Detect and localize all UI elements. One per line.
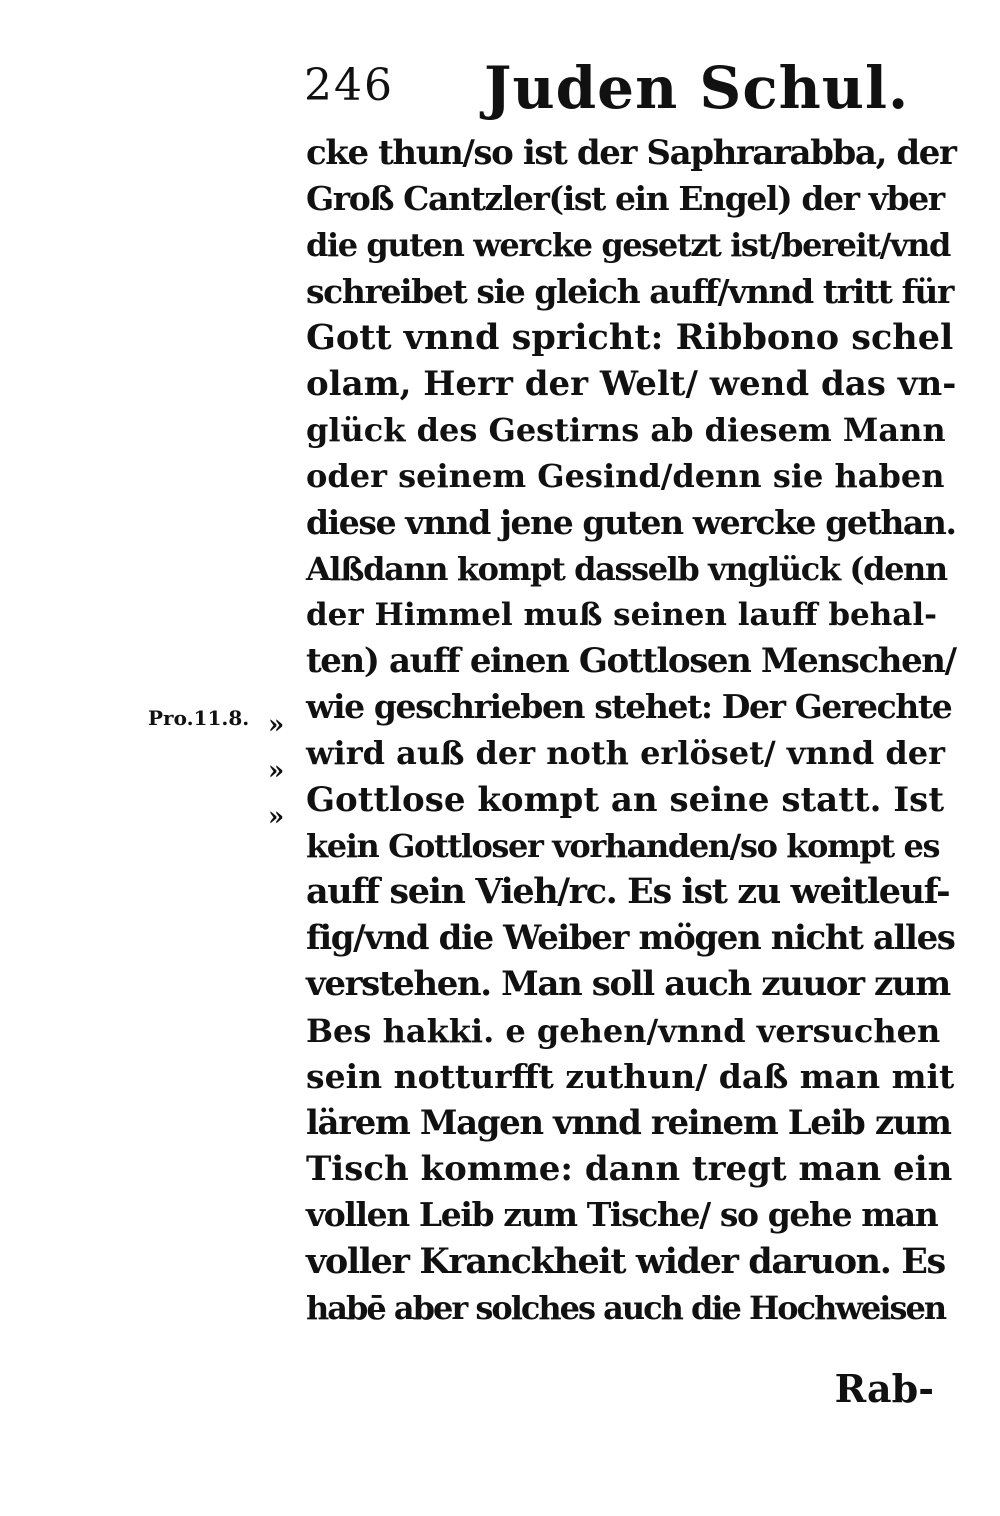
quote-mark: » (268, 756, 285, 786)
text-line: habē aber solches auch die Hochweisen (306, 1288, 946, 1327)
text-line: Tisch komme: dann tregt man ein (306, 1149, 953, 1190)
text-line: olam, Herr der Welt/ wend das vn- (306, 363, 957, 404)
text-line: diese vnnd jene guten wercke gethan. (306, 502, 956, 542)
page-number: 246 (304, 60, 394, 111)
text-line: Groß Cantzler(ist ein Engel) der vber (306, 179, 944, 219)
catchword: Rab- (834, 1366, 934, 1411)
body-text (306, 130, 957, 1331)
text-line: wie geschrieben stehet: Der Gerechte (306, 687, 952, 727)
text-line: voller Kranckheit wider daruon. Es (306, 1240, 945, 1282)
page-header (300, 54, 940, 128)
text-line: Gott vnnd spricht: Ribbono schel (306, 316, 954, 358)
quote-mark: » (268, 710, 285, 740)
text-line: die guten wercke gesetzt ist/bereit/vnd (306, 226, 950, 265)
text-line: schreibet sie gleich auff/vnnd tritt für (306, 271, 953, 311)
text-line: sein notturfft zuthun/ daß man mit (306, 1056, 955, 1096)
text-line: kein Gottloser vorhanden/so kompt es (306, 826, 940, 865)
text-line: lärem Magen vnnd reinem Leib zum (306, 1102, 951, 1143)
margin-note: Pro.11.8. (148, 706, 250, 730)
running-head: Juden Schul. (484, 54, 910, 122)
text-line: glück des Gestirns ab diesem Mann (306, 411, 946, 450)
text-line: vollen Leib zum Tische/ so gehe man (306, 1195, 938, 1235)
text-line: Bes hakki. e gehen/vnnd versuchen (306, 1011, 941, 1050)
text-line: der Himmel muß seinen lauff behal- (306, 596, 938, 633)
text-line: verstehen. Man soll auch zuuor zum (306, 964, 950, 1005)
text-line: wird auß der noth erlöset/ vnnd der (306, 734, 945, 773)
text-line: fig/vnd die Weiber mögen nicht alles (306, 918, 955, 959)
text-line: Alßdann kompt dasselb vnglück (denn (306, 549, 947, 588)
text-line: Gottlose kompt an seine statt. Ist (306, 779, 945, 820)
text-line: ten) auff einen Gottlosen Menschen/ (306, 641, 956, 682)
text-line: cke thun/so ist der Saphrarabba, der (306, 133, 956, 173)
quote-mark: » (268, 802, 285, 832)
text-line: oder seinem Gesind/denn sie haben (306, 457, 945, 496)
text-line: auff sein Vieh/rc. Es ist zu weitleuf- (306, 871, 950, 912)
